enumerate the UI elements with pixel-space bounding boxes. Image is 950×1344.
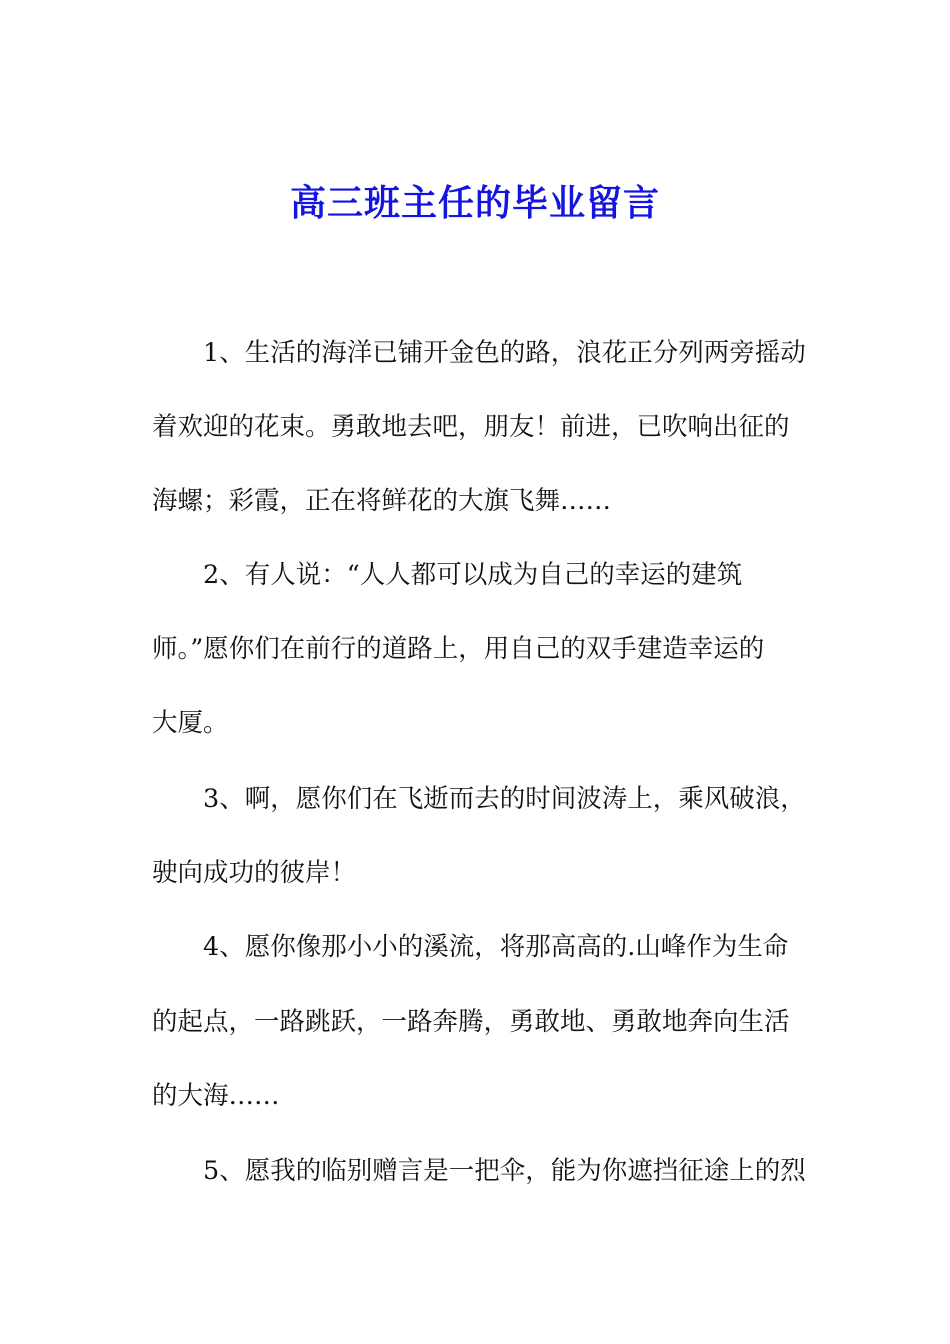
paragraph-1-line-3: 海螺；彩霞，正在将鲜花的大旗飞舞…… <box>152 486 612 516</box>
paragraph-1-line-2: 着欢迎的花束。勇敢地去吧，朋友！前进，已吹响出征的 <box>152 412 790 442</box>
paragraph-2-line-2: 师。”愿你们在前行的道路上，用自己的双手建造幸运的 <box>152 634 765 664</box>
paragraph-1-line-1: 1、生活的海洋已铺开金色的路，浪花正分列两旁摇动 <box>203 338 806 368</box>
paragraph-4-line-3: 的大海…… <box>152 1081 280 1111</box>
document-title: 高三班主任的毕业留言 <box>289 182 660 224</box>
paragraph-2-line-3: 大厦。 <box>152 708 229 738</box>
paragraph-3-line-2: 驶向成功的彼岸！ <box>152 858 357 888</box>
paragraph-2-line-1: 2、有人说：“人人都可以成为自己的幸运的建筑 <box>203 560 743 590</box>
paragraph-5-line-1: 5、愿我的临别赠言是一把伞，能为你遮挡征途上的烈 <box>203 1156 806 1186</box>
paragraph-4-line-1: 4、愿你像那小小的溪流，将那高高的.山峰作为生命 <box>203 932 789 962</box>
paragraph-4-line-2: 的起点，一路跳跃，一路奔腾，勇敢地、勇敢地奔向生活 <box>152 1007 790 1037</box>
paragraph-3-line-1: 3、啊，愿你们在飞逝而去的时间波涛上，乘风破浪， <box>203 784 806 814</box>
